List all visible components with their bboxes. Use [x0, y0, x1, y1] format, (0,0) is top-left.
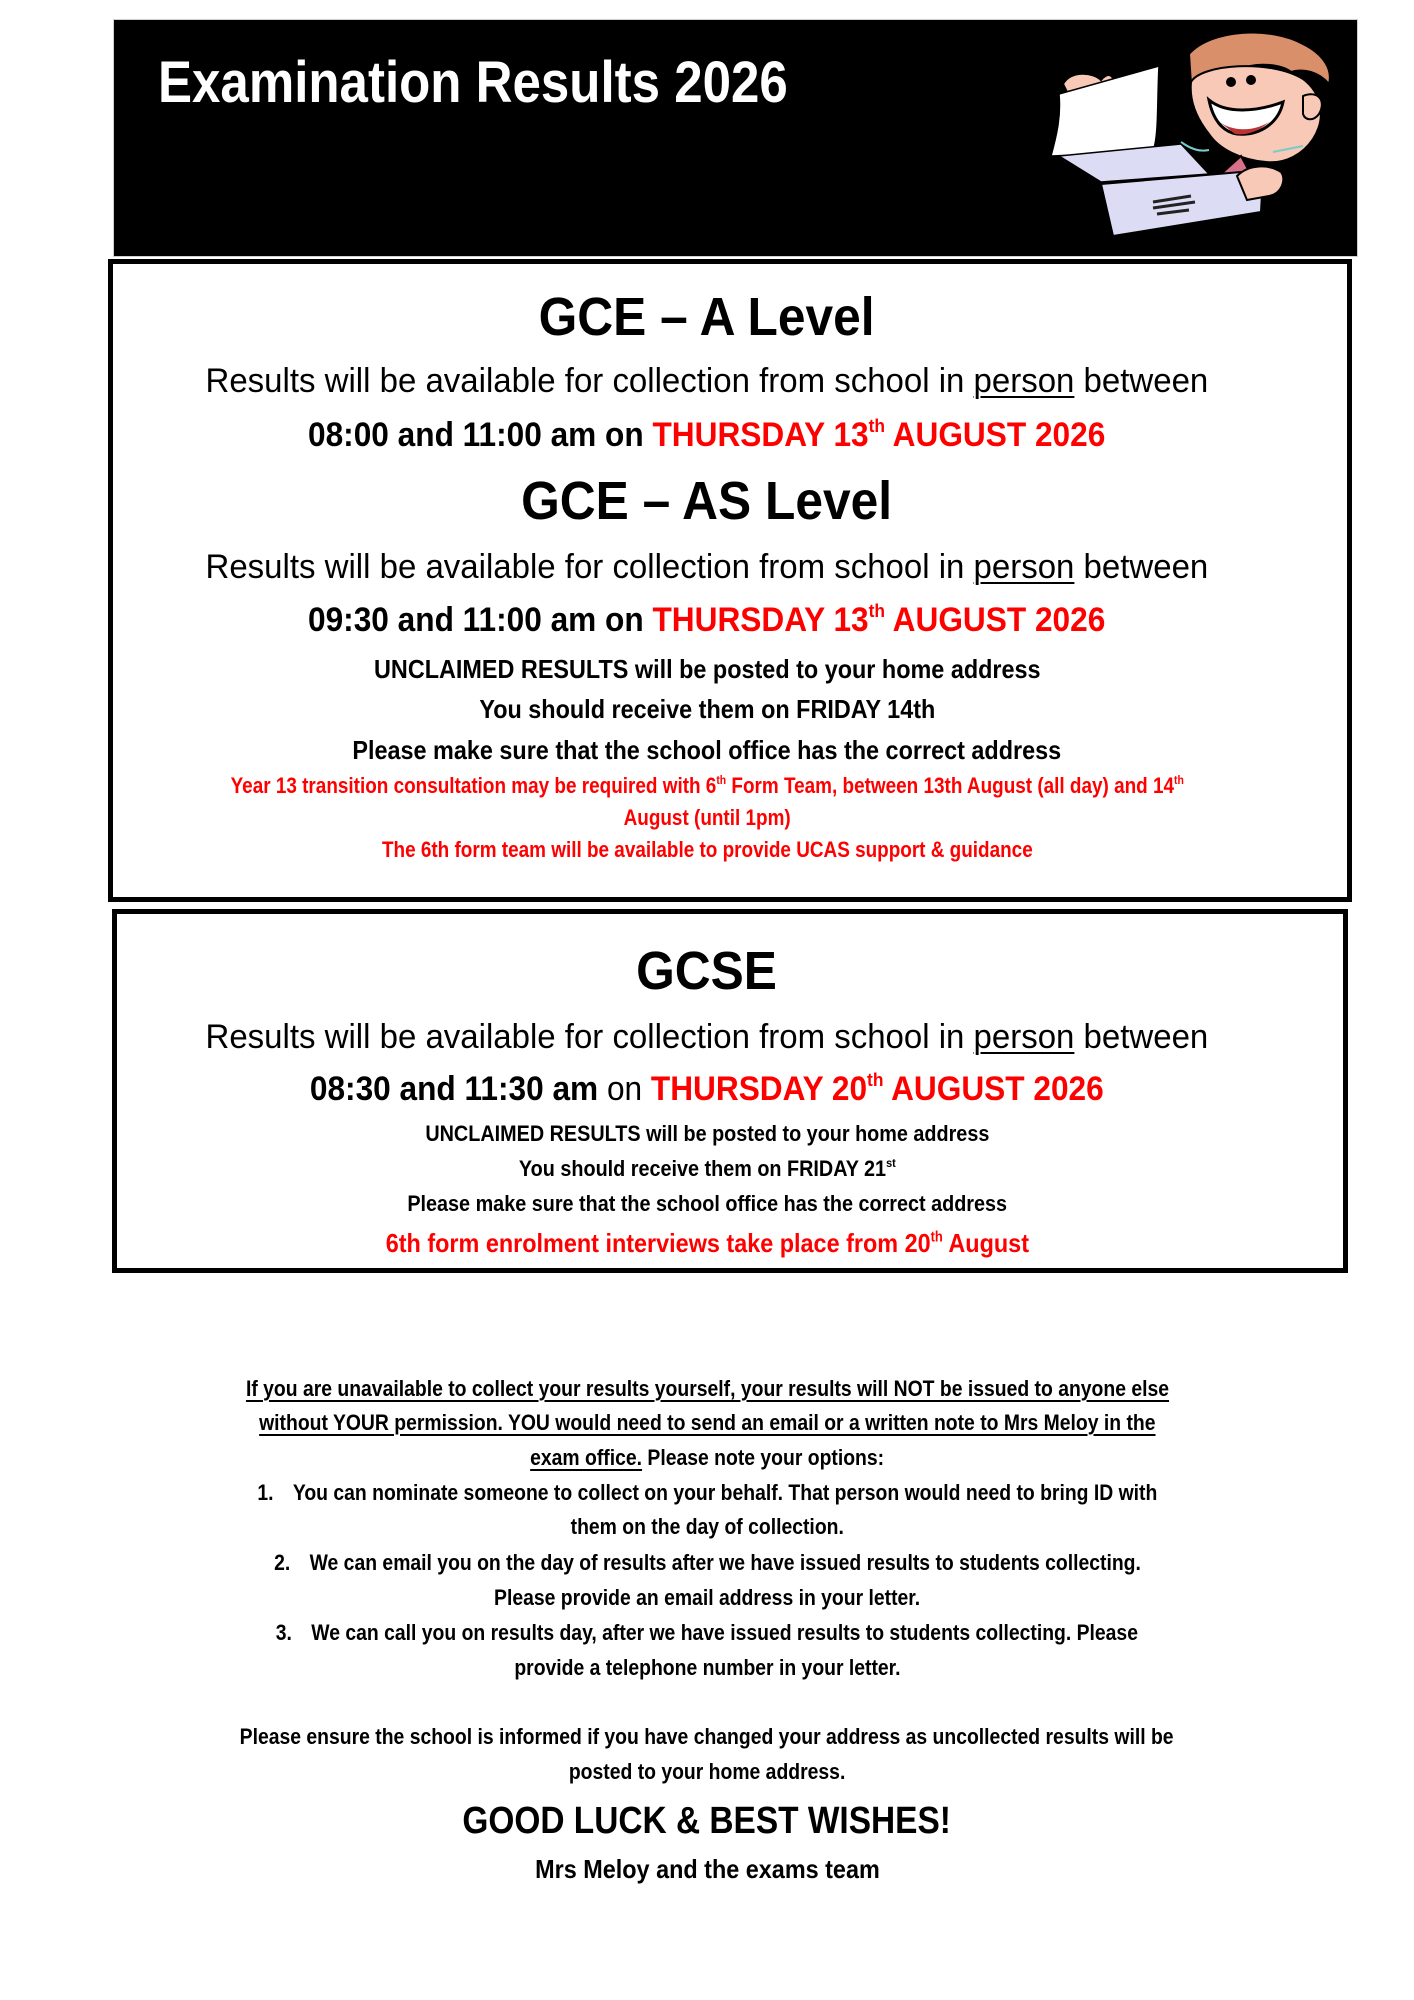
- gcse-heading: [0, 940, 1414, 1002]
- text-run: [206, 548, 1209, 587]
- collection-text-person: person: [973, 1018, 1075, 1056]
- as-level-heading: [0, 470, 1414, 532]
- illustration-shape: [1237, 166, 1283, 200]
- illustration-shape: [1303, 94, 1322, 119]
- text-run: THURSDAY 13: [652, 416, 869, 454]
- text-run: on: [607, 1070, 652, 1108]
- collection-text-pre: Results will be available for collection from school in: [205, 548, 974, 586]
- text-run: will be posted to your home address: [640, 1121, 989, 1146]
- as-level-unclaimed: [0, 654, 1414, 685]
- text-run: [425, 1121, 989, 1147]
- collection-text-pre: Results will be available for collection from school in: [205, 1018, 974, 1056]
- option-item-3-cont: [0, 1655, 1414, 1681]
- text-run: We can email you on the day of results after we have issued results to students collecting.: [309, 1550, 1141, 1575]
- text-run: AUGUST 2026: [885, 416, 1106, 454]
- text-run: Please provide an email address in your letter.: [493, 1585, 921, 1610]
- ordinal-suffix: th: [867, 1068, 884, 1090]
- option-item-3: [0, 1620, 1414, 1646]
- ordinal-suffix: st: [885, 1155, 896, 1170]
- option-item-2: [0, 1550, 1414, 1576]
- text-run: [206, 362, 1209, 401]
- text-run: will be posted to your home address: [628, 654, 1041, 684]
- option-number: 1.: [257, 1480, 274, 1505]
- as-level-heading-text: GCE – AS Level: [521, 471, 893, 531]
- text-run: AUGUST 2026: [885, 601, 1106, 639]
- as-level-collection-text: [0, 548, 1414, 587]
- text-run: posted to your home address.: [568, 1759, 846, 1784]
- a-level-heading-text: GCE – A Level: [539, 287, 875, 347]
- a-level-time: 08:00 and 11:00 am on: [308, 416, 653, 454]
- a-level-heading: [0, 286, 1414, 348]
- collection-text-post: between: [1074, 548, 1209, 586]
- text-run: You should receive them on FRIDAY 21: [518, 1156, 886, 1181]
- as-level-office-address: [0, 735, 1414, 766]
- option-item-1-cont: [0, 1514, 1414, 1540]
- text-run: [308, 601, 1105, 640]
- text-run: [230, 773, 1183, 799]
- text-run: Please note your options:: [641, 1445, 884, 1470]
- gcse-heading-text: GCSE: [636, 941, 778, 1001]
- gcse-collection-text: [0, 1018, 1414, 1057]
- a-level-collection-text: [0, 362, 1414, 401]
- option-number: 3.: [275, 1620, 293, 1645]
- text-run: Mrs Meloy and the exams team: [534, 1854, 880, 1884]
- text-run: August: [942, 1228, 1029, 1258]
- signature: [0, 1854, 1414, 1885]
- as-level-time-date: [0, 601, 1414, 640]
- text-run: If you are unavailable to collect your results yourself, your results will NOT be issued to anyone else: [245, 1376, 1169, 1401]
- text-run: Please ensure the school is informed if you have changed your address as uncollected results will be: [240, 1724, 1174, 1749]
- text-run: [274, 1550, 1141, 1576]
- text-run: [257, 1480, 1157, 1506]
- collection-text-pre: Results will be available for collection from school in: [205, 362, 974, 400]
- text-run: [308, 416, 1105, 455]
- collection-text-post: between: [1074, 362, 1209, 400]
- text-run: [374, 654, 1041, 685]
- text-run: GOOD LUCK & BEST WISHES!: [462, 1800, 952, 1842]
- notice-line-2: [0, 1410, 1414, 1436]
- collection-text-post: between: [1074, 1018, 1209, 1056]
- as-level-receive: [0, 694, 1414, 725]
- gcse-enrolment-note: [0, 1228, 1414, 1259]
- as-level-date: [653, 601, 1106, 639]
- ordinal-suffix: th: [868, 414, 886, 436]
- text-run: THURSDAY 13: [652, 601, 869, 639]
- text-run: Please make sure that the school office has the correct address: [352, 735, 1062, 765]
- option-number: 2.: [273, 1550, 290, 1575]
- text-run: 6th form enrolment interviews take place from 20: [385, 1228, 931, 1258]
- option-item-2-cont: [0, 1585, 1414, 1611]
- gcse-time-date: [0, 1070, 1414, 1109]
- a-level-time-date: [0, 416, 1414, 455]
- transition-consultation-note: [0, 773, 1414, 799]
- address-change-note: [0, 1724, 1414, 1750]
- text-run: We can call you on results day, after we have issued results to students collecting. Please: [311, 1620, 1139, 1645]
- notice-line-3: [0, 1445, 1414, 1471]
- text-run: without YOUR permission. YOU would need to send an email or a written note to Mrs Meloy in the: [258, 1410, 1156, 1435]
- text-run: Year 13 transition consultation may be required with 6: [230, 773, 717, 798]
- text-run: You can nominate someone to collect on your behalf. That person would need to bring ID with: [292, 1480, 1157, 1505]
- text-run: Form Team, between 13th August (all day) and 14: [725, 773, 1174, 798]
- text-run: Please make sure that the school office has the correct address: [407, 1191, 1007, 1216]
- text-run: AUGUST 2026: [883, 1070, 1104, 1108]
- text-run: THURSDAY 20: [651, 1070, 868, 1108]
- text-run: [519, 1156, 896, 1182]
- text-run: August (until 1pm): [623, 805, 791, 830]
- text-run: [206, 1018, 1209, 1057]
- ordinal-suffix: th: [716, 772, 726, 787]
- text-run: You should receive them on FRIDAY 14th: [479, 694, 935, 724]
- text-run: [310, 1070, 1104, 1109]
- collection-text-person: person: [973, 362, 1075, 400]
- text-run: them on the day of collection.: [570, 1514, 844, 1539]
- gcse-unclaimed: [0, 1121, 1414, 1147]
- ordinal-suffix: th: [930, 1229, 943, 1246]
- text-run: provide a telephone number in your letter.: [513, 1655, 901, 1680]
- illustration-shape: [1246, 75, 1256, 85]
- gcse-office-address: [0, 1191, 1414, 1217]
- transition-consultation-note-2: [0, 805, 1414, 831]
- gcse-receive: [0, 1156, 1414, 1182]
- ordinal-suffix: th: [1173, 772, 1184, 787]
- gcse-time: 08:30 and 11:30 am: [310, 1070, 608, 1108]
- collection-text-person: person: [973, 548, 1075, 586]
- header-banner: [113, 19, 1358, 257]
- text-run: UNCLAIMED RESULTS: [373, 654, 629, 684]
- text-run: [530, 1445, 884, 1471]
- notice-line-1: [0, 1376, 1414, 1402]
- gcse-date: [651, 1070, 1104, 1108]
- good-luck-heading: [0, 1800, 1414, 1843]
- as-level-time: 09:30 and 11:00 am on: [308, 601, 653, 639]
- text-run: The 6th form team will be available to provide UCAS support & guidance: [381, 837, 1033, 862]
- ucas-support-note: [0, 837, 1414, 863]
- text-run: [276, 1620, 1138, 1646]
- text-run: exam office.: [530, 1445, 642, 1470]
- address-change-note-2: [0, 1759, 1414, 1785]
- text-run: [385, 1228, 1028, 1259]
- page-title: Examination Results 2026: [158, 50, 788, 115]
- illustration-shape: [1226, 77, 1236, 87]
- a-level-date: [653, 416, 1106, 454]
- ordinal-suffix: th: [868, 599, 886, 621]
- text-run: UNCLAIMED RESULTS: [424, 1121, 641, 1146]
- cartoon-man-reading-letter-icon: [1041, 24, 1361, 256]
- option-item-1: [0, 1480, 1414, 1506]
